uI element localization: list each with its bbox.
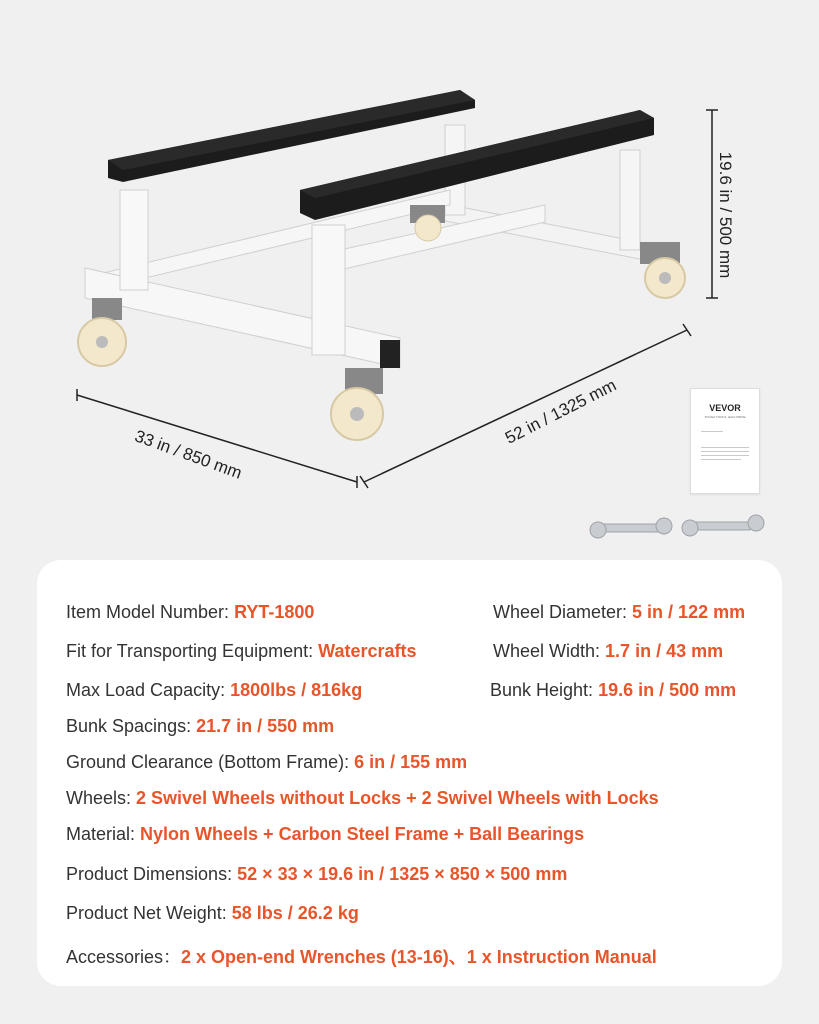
- manual-text-line: [701, 451, 749, 452]
- manual-text-line: [701, 447, 749, 448]
- spec-label: Material:: [66, 824, 141, 844]
- spec-label: Item Model Number:: [66, 602, 235, 622]
- spec-value: 2 x Open-end Wrenches (13-16)、1 x Instruction Manual: [181, 947, 657, 967]
- wrench-icon: [590, 518, 672, 538]
- spec-value: Nylon Wheels + Carbon Steel Frame + Ball Bearings: [140, 824, 585, 844]
- spec-accessories: [66, 943, 657, 969]
- spec-label: Fit for Transporting Equipment:: [66, 641, 319, 661]
- spec-material: [66, 824, 584, 845]
- spec-value: 2 Swivel Wheels without Locks + 2 Swivel Wheels with Locks: [136, 788, 659, 808]
- manual-text-line: [701, 431, 723, 432]
- specifications-card: [37, 560, 782, 986]
- spec-max-load: [66, 680, 362, 701]
- spec-value: 19.6 in / 500 mm: [598, 680, 737, 700]
- wheel-front-left: [78, 298, 126, 366]
- spec-value: 1.7 in / 43 mm: [605, 641, 724, 661]
- spec-model: [66, 602, 314, 623]
- spec-bunk-height: [490, 680, 736, 701]
- spec-value: 58 lbs / 26.2 kg: [231, 903, 359, 923]
- spec-label: Accessories：: [66, 947, 182, 967]
- spec-value: 5 in / 122 mm: [632, 602, 746, 622]
- spec-label: Wheel Diameter:: [493, 602, 633, 622]
- spec-value: Watercrafts: [318, 641, 417, 661]
- width-dimension-label: 33 in / 850 mm: [132, 426, 245, 483]
- manual-text-line: [701, 459, 741, 460]
- instruction-manual: [690, 388, 760, 494]
- spec-fit: [66, 641, 417, 662]
- wrench-icon: [682, 515, 764, 536]
- wheel-rear-right: [640, 242, 685, 298]
- manual-text-line: [701, 455, 749, 456]
- spec-value: 6 in / 155 mm: [354, 752, 468, 772]
- spec-value: 52 × 33 × 19.6 in / 1325 × 850 × 500 mm: [237, 864, 568, 884]
- spec-label: Ground Clearance (Bottom Frame):: [66, 752, 355, 772]
- spec-value: RYT-1800: [234, 602, 315, 622]
- spec-value: 21.7 in / 550 mm: [196, 716, 335, 736]
- length-dimension-label: 52 in / 1325 mm: [502, 375, 620, 448]
- spec-value: 1800lbs / 816kg: [230, 680, 363, 700]
- wheel-front-right: [331, 368, 383, 440]
- manual-brand-logo: VEVOR: [709, 403, 741, 413]
- spec-bunk-spacing: [66, 716, 334, 737]
- spec-label: Product Net Weight:: [66, 903, 232, 923]
- manual-subtitle: TOUGH TOOLS, HALF PRICE: [704, 415, 746, 419]
- spec-label: Wheels:: [66, 788, 137, 808]
- spec-ground-clearance: [66, 752, 467, 773]
- spec-label: Bunk Height:: [490, 680, 599, 700]
- spec-label: Max Load Capacity:: [66, 680, 231, 700]
- spec-wheel-diameter: [493, 602, 745, 623]
- spec-label: Bunk Spacings:: [66, 716, 197, 736]
- spec-wheel-width: [493, 641, 723, 662]
- height-dimension-label: 19.6 in / 500 mm: [716, 151, 735, 279]
- spec-label: Wheel Width:: [493, 641, 606, 661]
- spec-label: Product Dimensions:: [66, 864, 238, 884]
- spec-net-weight: [66, 903, 359, 924]
- spec-product-dimensions: [66, 864, 567, 885]
- spec-wheels: [66, 788, 659, 809]
